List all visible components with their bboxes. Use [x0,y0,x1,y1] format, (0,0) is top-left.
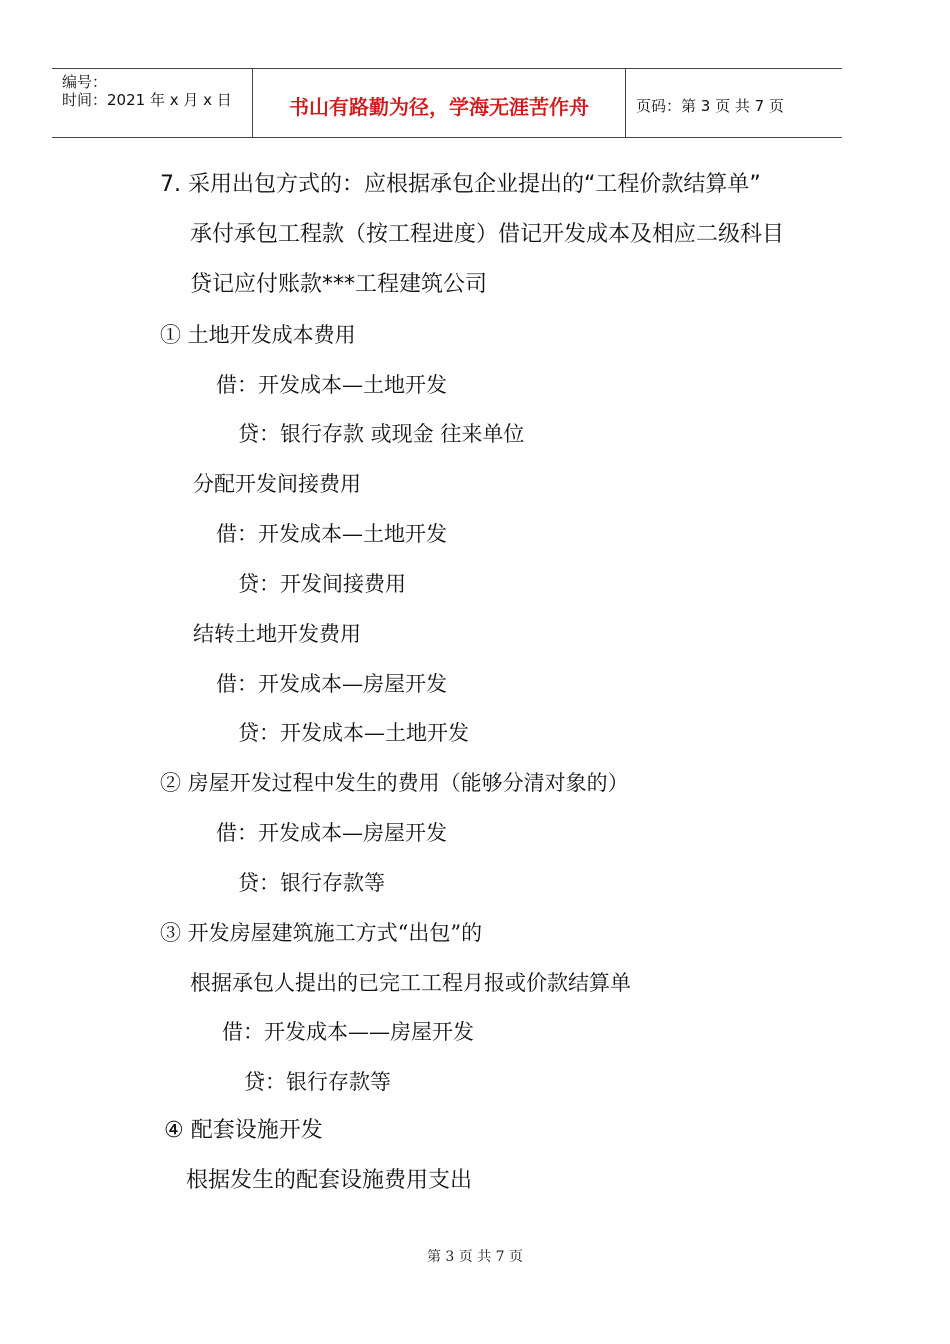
motto-text: 书山有路勤为径，学海无涯苦作舟 [289,95,589,119]
debit-line: 借：开发成本—土地开发 [216,373,447,397]
header-page-label: 页码：第 3 页 共 7 页 [636,97,784,115]
credit-line: 贷：银行存款等 [244,1070,391,1094]
time-label: 时间：2021 年 x 月 x 日 [62,91,232,109]
credit-line: 贷：开发成本—土地开发 [238,721,469,745]
body-line: 根据发生的配套设施费用支出 [186,1168,473,1193]
page-footer: 第 3 页 共 7 页 [426,1249,524,1265]
code-label: 编号： [62,73,108,91]
debit-line: 借：开发成本—土地开发 [216,522,447,546]
body-line: 根据承包人提出的已完工工程月报或价款结算单 [190,971,631,995]
credit-line: 贷：银行存款 或现金 往来单位 [238,422,525,446]
body-line: 贷记应付账款***工程建筑公司 [190,272,488,297]
credit-line: 贷：银行存款等 [238,871,385,895]
debit-line: 借：开发成本—房屋开发 [216,672,447,696]
debit-line: 借：开发成本—房屋开发 [216,821,447,845]
credit-line: 贷：开发间接费用 [238,572,406,596]
document-header [52,68,842,138]
section-heading: ④ 配套设施开发 [164,1118,323,1143]
header-motto-cell [253,69,626,137]
body-line: 7. 采用出包方式的：应根据承包企业提出的“工程价款结算单” [160,172,761,197]
header-meta-cell [52,69,253,137]
debit-line: 借：开发成本——房屋开发 [222,1020,474,1044]
section-heading: ③ 开发房屋建筑施工方式“出包”的 [160,921,483,945]
sub-heading: 分配开发间接费用 [193,472,361,496]
sub-heading: 结转土地开发费用 [193,622,361,646]
header-page-cell [626,69,842,137]
section-heading: ② 房屋开发过程中发生的费用（能够分清对象的） [160,771,629,795]
body-line: 承付承包工程款（按工程进度）借记开发成本及相应二级科目 [190,222,785,247]
section-heading: ① 土地开发成本费用 [160,323,356,347]
